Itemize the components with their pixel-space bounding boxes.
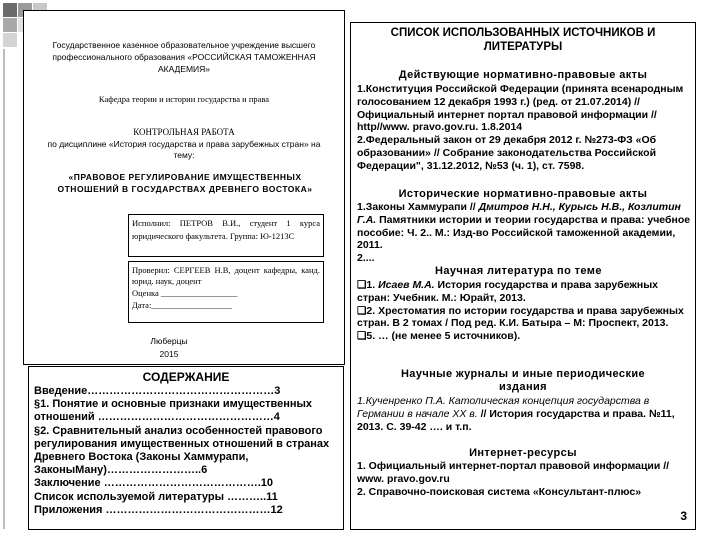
scientific-item-1-author: Исаев М.А.: [378, 279, 435, 291]
bibliography-heading-line1: СПИСОК ИСПОЛЬЗОВАННЫХ ИСТОЧНИКОВ И: [390, 27, 656, 39]
normative-heading: Действующие нормативно-правовые акты: [398, 69, 648, 81]
checker-box: [128, 261, 324, 323]
institution-text: Государственное казенное образовательное учреждение высшего профессионального образования «РОССИЙСКАЯ ТАМОЖЕННАЯ АКАДЕМИЯ»: [52, 40, 316, 74]
journal-item-1-source: // История государства и права. №11, 2013. С. 39-42 …. и т.п.: [357, 407, 675, 433]
historical-list: [357, 201, 691, 265]
date-field: Дата:___________________: [132, 300, 233, 310]
normative-list: [357, 83, 691, 173]
journal-item-1-title: 1.Кученренко П.А. Католическая концепция государства в Германии в начале XX в.: [357, 395, 650, 420]
decor-square-6: [3, 33, 17, 47]
checker-text: Проверил: СЕРГЕЕВ Н.В, доцент кафедры, канд. юрид. наук, доцент: [132, 265, 320, 286]
scientific-heading: Научная литература по теме: [435, 265, 602, 277]
journals-heading-line1: Научные журналы и иные периодические: [400, 368, 646, 380]
internet-item-2: 2. Справочно-поисковая система «Консультант-плюс»: [357, 485, 642, 498]
scientific-item-1-a: 1.: [366, 279, 379, 291]
contents-text: Введение……………………………………………3 §1. Понятие и основные признаки имущественных отношений …………………………………………4 §2. Сравнительный анализ особенностей правового регулирования имущественных отношений в странах Древнего Востока (Законы Хаммурапи, ЗаконыМану)……………………..6 Заключение …………………………………….10 Список используемой литературы ………..11 Приложения ………………………………………12: [34, 385, 330, 516]
list-bullet-square-icon: ❑: [357, 304, 367, 317]
contents-heading: СОДЕРЖАНИЕ: [142, 370, 230, 384]
decor-square-4: [3, 18, 17, 32]
decor-square-1: [3, 3, 17, 17]
decor-line: [3, 49, 5, 529]
normative-item-2: 2.Федеральный закон от 29 декабря 2012 г. №273-ФЗ «Об образовании» // Собрание законодательства Российской Федерации", 31.12.2012, №53 (ч. 1), ст. 7598.: [357, 134, 657, 172]
scientific-item-2-text: 2. Хрестоматия по истории государства и права зарубежных стран. В 2 томах / Под ред. К.И. Батыра – М: Проспект, 2013.: [357, 304, 684, 330]
historical-item-1-a: 1.Законы Хаммурапи //: [357, 201, 479, 213]
internet-list: [357, 460, 691, 498]
historical-item-1-authors: Дмитров Н.Н., Курысь Н.В., Козлитин Г.А.: [357, 201, 681, 226]
city-text: Люберцы: [150, 336, 188, 346]
historical-item-2: 2....: [357, 252, 375, 265]
journals-list: [357, 395, 691, 433]
bibliography-heading: [351, 26, 695, 54]
internet-heading: Интернет-ресурсы: [469, 447, 577, 459]
journal-item-1: [357, 395, 691, 433]
scientific-list: [357, 279, 691, 343]
year-text: 2015: [159, 349, 179, 359]
grade-field: Оценка __________________: [132, 288, 238, 298]
title-page-panel: [23, 10, 345, 365]
scientific-item-2: [357, 305, 691, 331]
scientific-item-1-c: История государства и права зарубежных стран: Учебник. М.: Юрайт, 2013.: [357, 279, 659, 304]
historical-item-1: [357, 201, 691, 252]
internet-item-1: 1. Официальный интернет-портал правовой информации // www. pravo.gov.ru: [357, 460, 670, 485]
page-number: 3: [680, 509, 687, 523]
normative-item-1: 1.Конституция Российской Федерации (принята всенародным голосованием 12 декабря 1993 г.) (ред. от 21.07.2014) // Официальный интернет портал правовой информации // http//www. pravo.gov.ru. 1.8.2014: [357, 83, 684, 134]
department-text: Кафедра теории и истории государства и права: [98, 94, 270, 104]
performer-text: Исполнил: ПЕТРОВ В.И., студент 1 курса юридического факультета. Группа: Ю-1213С: [132, 218, 320, 241]
list-bullet-square-icon: ❑: [357, 279, 367, 291]
journals-heading: [351, 368, 695, 393]
contents-panel: [28, 366, 344, 530]
historical-heading: Исторические нормативно-правовые акты: [398, 188, 648, 200]
discipline-text: по дисциплине «История государства и права зарубежных стран» на тему:: [47, 139, 321, 160]
topic-text: «ПРАВОВОЕ РЕГУЛИРОВАНИЕ ИМУЩЕСТВЕННЫХ ОТНОШЕНИЙ В ГОСУДАРСТВАХ ДРЕВНЕГО ВОСТОКА»: [57, 172, 313, 194]
bibliography-panel: [350, 22, 696, 530]
work-type-heading: КОНТРОЛЬНАЯ РАБОТА: [133, 127, 235, 137]
scientific-item-1: [357, 279, 691, 305]
journals-heading-line2: издания: [499, 380, 547, 393]
scientific-item-5-text: 5. … (не менее 5 источников).: [366, 330, 521, 343]
scientific-item-5: [357, 330, 691, 343]
historical-item-1-c: Памятники истории и теории государства и права: учебное пособие: Ч. 2.. М.: Изд-во Российской таможенной академии, 2011.: [357, 213, 691, 252]
list-bullet-square-icon: ❑: [357, 330, 367, 343]
performer-box: [128, 214, 324, 257]
bibliography-heading-line2: ЛИТЕРАТУРЫ: [483, 41, 563, 53]
